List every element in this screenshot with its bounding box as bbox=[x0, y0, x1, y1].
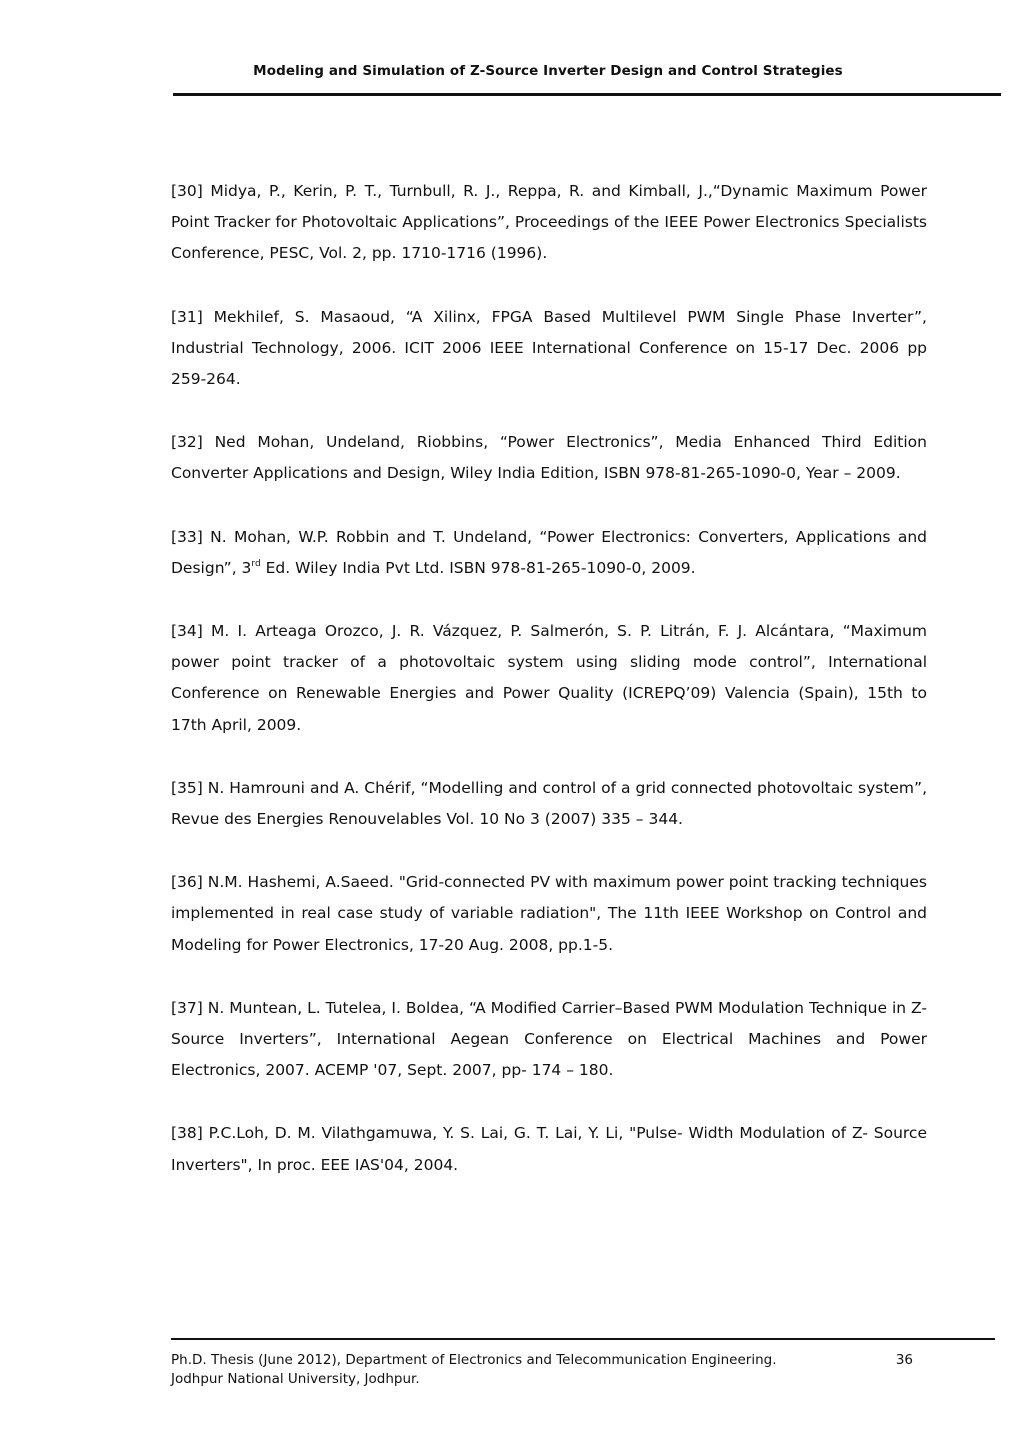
reference-31: [31] Mekhilef, S. Masaoud, “A Xilinx, FPGA Based Multilevel PWM Single Phase Inverter”, Industrial Technology, 2006. ICIT 2006 IEEE International Conference on 15-17 Dec. 2006 pp 259-264. bbox=[171, 307, 927, 389]
reference-37: [37] N. Muntean, L. Tutelea, I. Boldea, “A Modified Carrier–Based PWM Modulation Technique in Z-Source Inverters”, International Aegean Conference on Electrical Machines and Power Electronics, 2007. ACEMP '07, Sept. 2007, pp- 174 – 180. bbox=[171, 998, 927, 1080]
reference-33-superscript: rd bbox=[251, 558, 261, 569]
page-footer bbox=[171, 1351, 931, 1389]
header-divider bbox=[173, 93, 1001, 96]
reference-list bbox=[171, 176, 927, 1213]
page-number: 36 bbox=[895, 1352, 913, 1368]
reference-38: [38] P.C.Loh, D. M. Vilathgamuwa, Y. S. Lai, G. T. Lai, Y. Li, "Pulse- Width Modulation of Z- Source Inverters", In proc. EEE IAS'04, 2004. bbox=[171, 1124, 927, 1174]
reference-35: [35] N. Hamrouni and A. Chérif, “Modelling and control of a grid connected photovoltaic system”, Revue des Energies Renouvelables Vol. 10 No 3 (2007) 335 – 344. bbox=[171, 778, 927, 829]
reference-30: [30] Midya, P., Kerin, P. T., Turnbull, R. J., Reppa, R. and Kimball, J.,“Dynamic Maximum Power Point Tracker for Photovoltaic Applications”, Proceedings of the IEEE Power Electronics Specialists Conference, PESC, Vol. 2, pp. 1710-1716 (1996). bbox=[171, 182, 927, 263]
footer-thesis-line: Ph.D. Thesis (June 2012), Department of Electronics and Telecommunication Engineering. bbox=[171, 1352, 777, 1368]
reference-36: [36] N.M. Hashemi, A.Saeed. "Grid-connected PV with maximum power point tracking techniques implemented in real case study of variable radiation", The 11th IEEE Workshop on Control and Modeling for Power Electronics, 17-20 Aug. 2008, pp.1-5. bbox=[171, 873, 927, 954]
reference-33-text-after: Ed. Wiley India Pvt Ltd. ISBN 978-81-265-1090-0, 2009. bbox=[260, 558, 696, 577]
reference-34: [34] M. I. Arteaga Orozco, J. R. Vázquez, P. Salmerón, S. P. Litrán, F. J. Alcántara, “Maximum power point tracker of a photovoltaic system using sliding mode control”, International Conference on Renewable Energies and Power Quality (ICREPQ’09) Valencia (Spain), 15th to 17th April, 2009. bbox=[171, 622, 927, 734]
footer-university-line: Jodhpur National University, Jodhpur. bbox=[171, 1371, 420, 1387]
footer-divider bbox=[171, 1338, 995, 1340]
reference-33 bbox=[171, 522, 927, 584]
reference-33-text-before: [33] N. Mohan, W.P. Robbin and T. Undeland, “Power Electronics: Converters, Applications and Design”, 3 bbox=[171, 527, 927, 577]
reference-32: [32] Ned Mohan, Undeland, Riobbins, “Power Electronics”, Media Enhanced Third Edition Converter Applications and Design, Wiley India Edition, ISBN 978-81-265-1090-0, Year – 2009. bbox=[171, 433, 927, 483]
running-header-title: Modeling and Simulation of Z-Source Inverter Design and Control Strategies bbox=[253, 63, 843, 79]
